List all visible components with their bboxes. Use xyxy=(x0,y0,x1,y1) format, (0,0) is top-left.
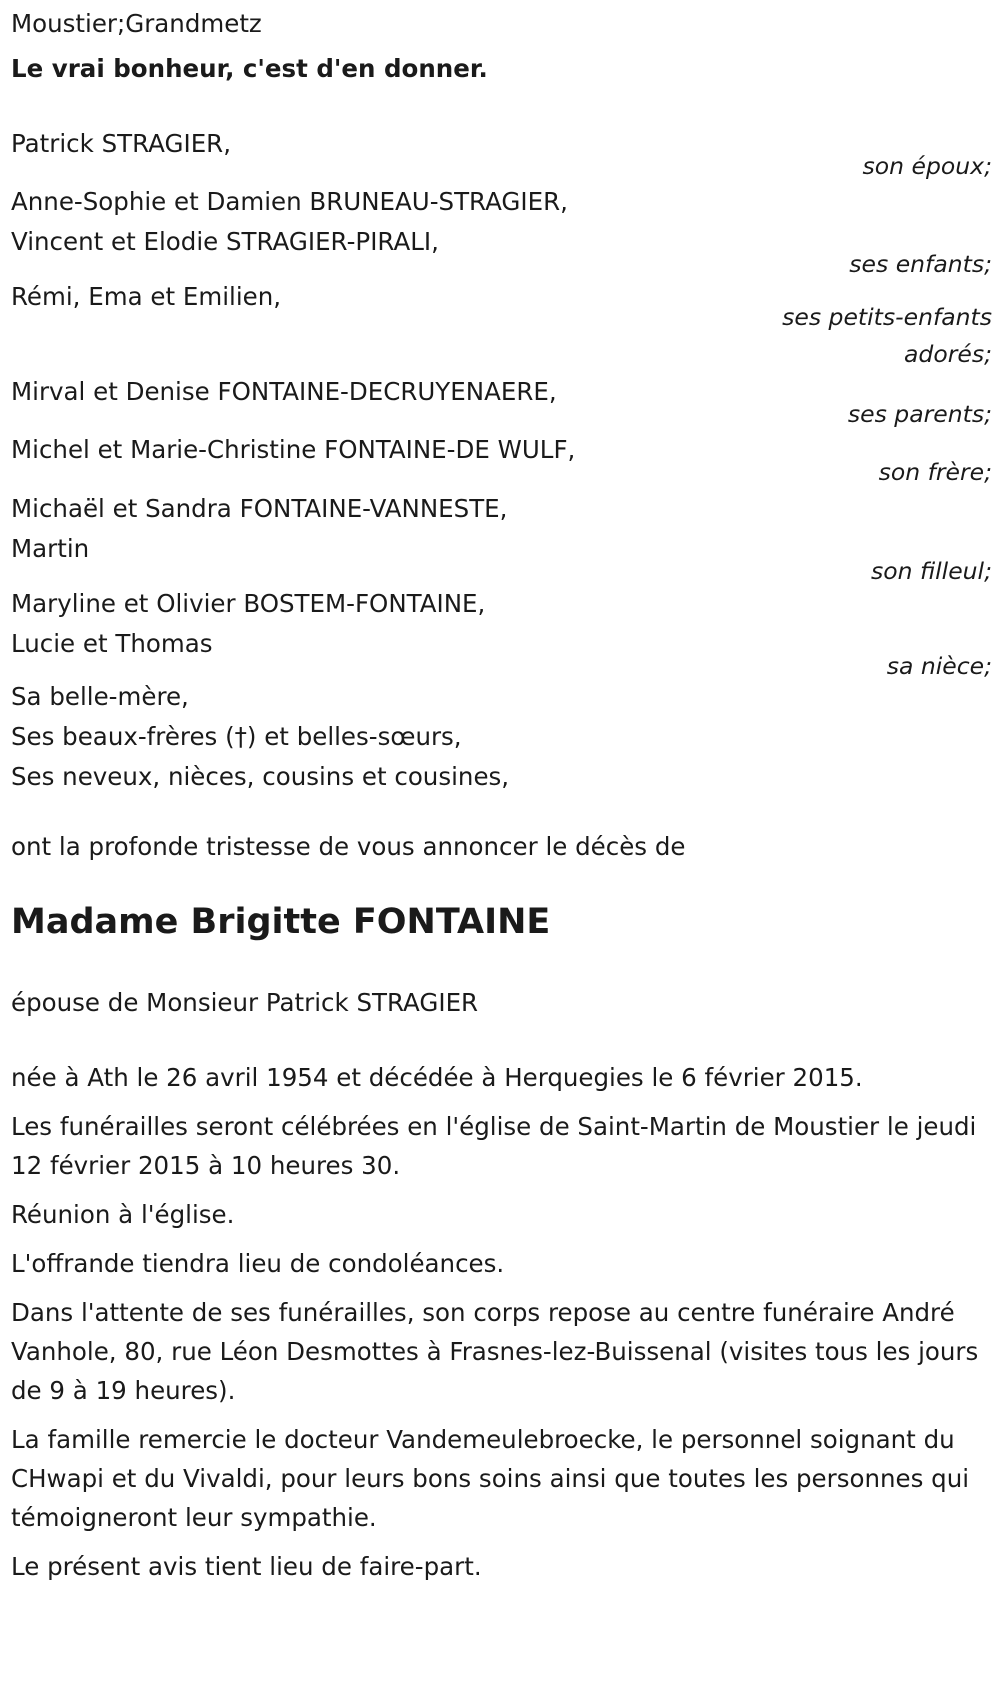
relatives-line: Ses neveux, nièces, cousins et cousines, xyxy=(11,762,510,791)
detail-paragraph: Le présent avis tient lieu de faire-part. xyxy=(11,1552,482,1581)
detail-paragraph: née à Ath le 26 avril 1954 et décédée à Herquegies le 6 février 2015. xyxy=(11,1063,863,1092)
family-name-line: Mirval et Denise FONTAINE-DECRUYENAERE, xyxy=(11,377,557,406)
deceased-name: Madame Brigitte FONTAINE xyxy=(11,902,551,942)
family-role: ses parents; xyxy=(847,400,992,428)
family-role: ses enfants; xyxy=(849,250,992,278)
funeral-details xyxy=(11,1058,992,1596)
spouse-line: épouse de Monsieur Patrick STRAGIER xyxy=(11,988,479,1017)
family-name-line: Maryline et Olivier BOSTEM-FONTAINE, xyxy=(11,589,486,618)
family-role: ses petits-enfants adorés; xyxy=(782,303,992,368)
family-entry xyxy=(11,430,992,492)
family-entry xyxy=(11,584,992,686)
family-role: son frère; xyxy=(878,458,992,486)
family-entry xyxy=(11,124,992,186)
detail-paragraph: Les funérailles seront célébrées en l'église de Saint-Martin de Moustier le jeudi 12 février 2015 à 10 heures 30. xyxy=(11,1112,977,1180)
detail-paragraph: La famille remercie le docteur Vandemeulebroecke, le personnel soignant du CHwapi et du Vivaldi, pour leurs bons soins ainsi que toutes les personnes qui témoigneront leur sympathie. xyxy=(11,1425,970,1532)
family-name-line: Vincent et Elodie STRAGIER-PIRALI, xyxy=(11,227,439,256)
family-name-line: Lucie et Thomas xyxy=(11,629,213,658)
family-role: son époux; xyxy=(862,152,992,180)
family-name-line: Michaël et Sandra FONTAINE-VANNESTE, xyxy=(11,494,508,523)
location-line: Moustier;Grandmetz xyxy=(11,9,262,38)
family-entry xyxy=(11,372,992,434)
family-role: son filleul; xyxy=(870,557,992,585)
relatives-line: Sa belle-mère, xyxy=(11,682,189,711)
family-name-line: Martin xyxy=(11,534,90,563)
announcement: ont la profonde tristesse de vous annoncer le décès de xyxy=(11,832,686,861)
relatives-line: Ses beaux-frères (†) et belles-sœurs, xyxy=(11,722,462,751)
motto: Le vrai bonheur, c'est d'en donner. xyxy=(11,54,488,83)
family-name-line: Rémi, Ema et Emilien, xyxy=(11,282,282,311)
family-name-line: Patrick STRAGIER, xyxy=(11,129,231,158)
family-name-line: Anne-Sophie et Damien BRUNEAU-STRAGIER, xyxy=(11,187,568,216)
family-entry xyxy=(11,182,992,284)
other-relatives xyxy=(11,677,992,797)
family-entry xyxy=(11,489,992,591)
detail-paragraph: Dans l'attente de ses funérailles, son corps repose au centre funéraire André Vanhole, 80, rue Léon Desmottes à Frasnes-lez-Buissenal (visites tous les jours de 9 à 19 heures). xyxy=(11,1298,979,1405)
detail-paragraph: L'offrande tiendra lieu de condoléances. xyxy=(11,1249,505,1278)
family-entry xyxy=(11,277,992,373)
family-name-line: Michel et Marie-Christine FONTAINE-DE WULF, xyxy=(11,435,576,464)
detail-paragraph: Réunion à l'église. xyxy=(11,1200,235,1229)
family-role: sa nièce; xyxy=(886,652,992,680)
